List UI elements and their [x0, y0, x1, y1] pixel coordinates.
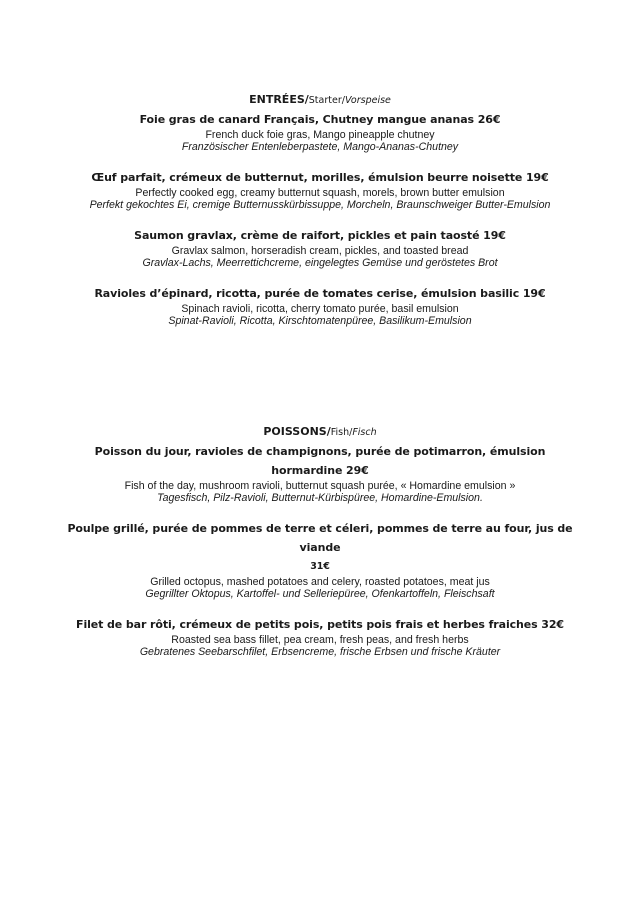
dish-description-en: Perfectly cooked egg, creamy butternut squash, morels, brown butter emulsion — [135, 187, 505, 199]
dish-description-de: Spinat-Ravioli, Ricotta, Kirschtomatenpüree, Basilikum-Emulsion — [168, 315, 472, 327]
poissons-heading-fr: POISSONS/ — [263, 425, 331, 438]
dish-name: Œuf parfait, crémeux de butternut, morilles, émulsion beurre noisette 19€ — [91, 171, 549, 184]
dish-description-de: Gebratenes Seebarschfilet, Erbsencreme, frische Erbsen und frische Kräuter — [139, 646, 501, 658]
dish-description-en: Roasted sea bass fillet, pea cream, fresh peas, and fresh herbs — [171, 634, 469, 646]
dish-poisson-du-jour — [60, 442, 580, 504]
entrees-heading-de: Vorspeise — [344, 95, 391, 106]
dish-saumon-gravlax — [60, 226, 580, 269]
entrees-heading — [60, 92, 580, 109]
poissons-section — [60, 424, 580, 658]
dish-description-de: Gegrillter Oktopus, Kartoffel- und Selleriepüree, Ofenkartoffeln, Fleischsaft — [145, 588, 495, 600]
dish-name: Filet de bar rôti, crémeux de petits pois, petits pois frais et herbes fraiches 32€ — [76, 618, 564, 631]
dish-foie-gras — [60, 110, 580, 153]
dish-description-de: Gravlax-Lachs, Meerrettichcreme, eingelegtes Gemüse und geröstetes Brot — [142, 257, 498, 269]
dish-name: Saumon gravlax, crème de raifort, pickles et pain taosté 19€ — [134, 229, 506, 242]
entrees-section — [60, 92, 580, 327]
dish-name: Foie gras de canard Français, Chutney mangue ananas 26€ — [139, 113, 501, 126]
dish-description-en: Spinach ravioli, ricotta, cherry tomato purée, basil emulsion — [181, 303, 459, 315]
dish-name: Poisson du jour, ravioles de champignons, purée de potimarron, émulsion hormardine 29€ — [94, 445, 546, 477]
entrees-heading-en: Starter/ — [308, 95, 345, 106]
dish-name: Ravioles d’épinard, ricotta, purée de tomates cerise, émulsion basilic 19€ — [94, 287, 546, 300]
dish-poulpe-grille — [60, 519, 580, 600]
dish-name: Poulpe grillé, purée de pommes de terre et céleri, pommes de terre au four, jus de viande — [67, 522, 573, 554]
dish-description-de: Französischer Entenleberpastete, Mango-Ananas-Chutney — [181, 141, 459, 153]
dish-oeuf-parfait — [60, 168, 580, 211]
dish-description-en: Grilled octopus, mashed potatoes and celery, roasted potatoes, meat jus — [150, 576, 490, 588]
entrees-heading-fr: ENTRÉES/ — [249, 93, 309, 106]
poissons-heading-de: Fisch — [352, 427, 377, 438]
dish-description-en: Gravlax salmon, horseradish cream, pickles, and toasted bread — [171, 245, 469, 257]
dish-ravioles-epinard — [60, 284, 580, 327]
dish-description-en: French duck foie gras, Mango pineapple chutney — [205, 129, 435, 141]
poissons-heading-en: Fish/ — [330, 427, 353, 438]
dish-price: 31€ — [310, 561, 330, 572]
poissons-heading — [60, 424, 580, 441]
dish-filet-de-bar — [60, 615, 580, 658]
dish-description-de: Tagesfisch, Pilz-Ravioli, Butternut-Kürbispüree, Homardine-Emulsion. — [157, 492, 483, 504]
dish-description-en: Fish of the day, mushroom ravioli, butternut squash purée, « Homardine emulsion » — [124, 480, 516, 492]
dish-description-de: Perfekt gekochtes Ei, cremige Butternusskürbissuppe, Morcheln, Braunschweiger Butter-Emulsion — [89, 199, 551, 211]
